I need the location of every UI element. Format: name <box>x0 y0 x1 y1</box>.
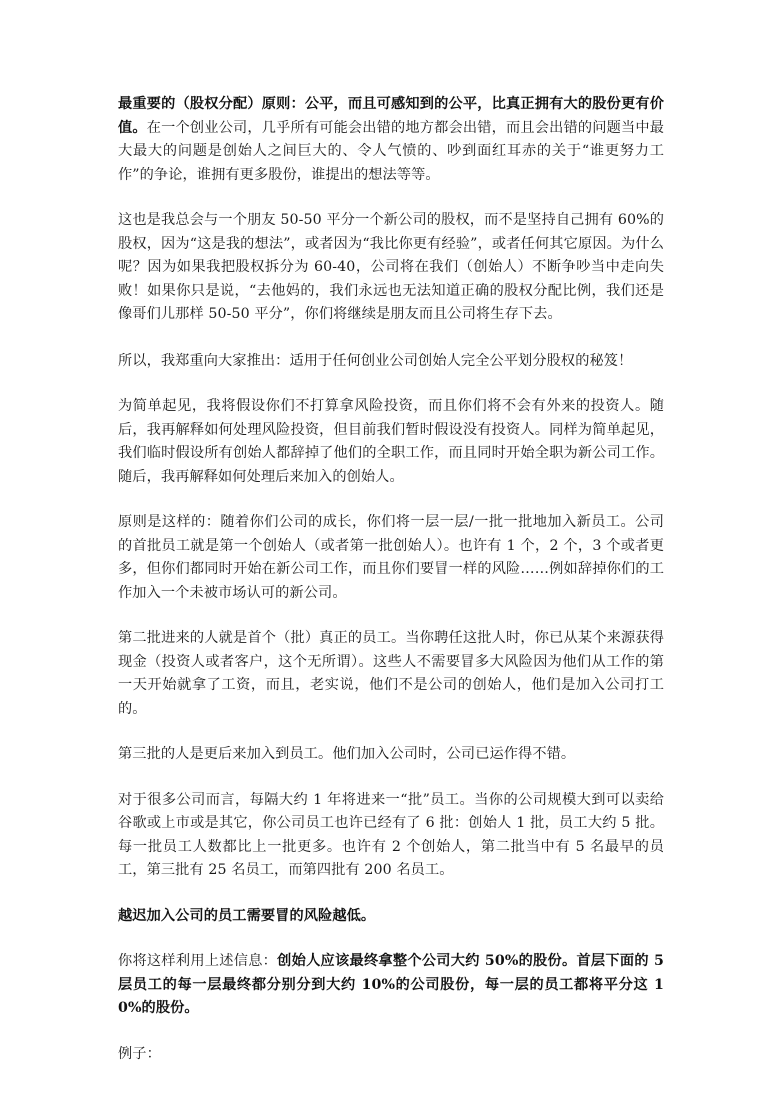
allocation-rule-text: 创始人应该最终拿整个公司大约 50%的股份。首层下面的 5 层员工的每一层最终都分别分到大约 10%的公司股份，每一层的员工都将平分这 10%的股份。 <box>118 953 664 1016</box>
assumptions-text: 为简单起见，我将假设你们不打算拿风险投资，而且你们将不会有外来的投资人。随后，我再解释如何处理风险投资，但目前我们暂时假设没有投资人。同样为简单起见，我们临时假设所有创始人都辞掉了他们的全职工作，而且同时开始全职为新公司工作。随后，我再解释如何处理后来加入的创始人。 <box>118 398 664 485</box>
document-body <box>118 93 664 1088</box>
example-label: 例子： <box>118 1045 161 1062</box>
third-layer-text: 第三批的人是更后来加入到员工。他们加入公司时，公司已运作得不错。 <box>118 746 576 762</box>
paragraph-assumptions <box>118 395 664 489</box>
paragraph-allocation-rule <box>118 950 664 1021</box>
principle-text: 在一个创业公司，几乎所有可能会出错的地方都会出错，而且会出错的问题当中最大最大的问题是创始人之间巨大的、令人气愤的、吵到面红耳赤的关于“谁更努力工作”的争论，谁拥有更多股份，谁提出的想法等等。 <box>118 119 664 183</box>
second-layer-text: 第二批进来的人就是首个（批）真正的员工。当你聘任这批人时，你已从某个来源获得现金（投资人或者客户，这个无所谓）。这些人不需要冒多大风险因为他们从工作的第一天开始就拿了工资，而且，老实说，他们不是公司的创始人，他们是加入公司打工的。 <box>118 630 664 717</box>
announcement-text: 所以，我郑重向大家推出：适用于任何创业公司创始人完全公平划分股权的秘笈！ <box>118 352 633 369</box>
paragraph-layers-principle <box>118 511 664 605</box>
paragraph-third-layer <box>118 743 664 767</box>
layer-count-text: 对于很多公司而言，每隔大约 1 年将进来一“批”员工。当你的公司规模大到可以卖给谷歌或上市或是其它，你公司员工也许已经有了 6 批：创始人 1 批，员工大约 5 批。每一批员工人数都比上一批更多。也许有 2 个创始人，第二批当中有 5 名最早的员工，第三批有 25 名员工，而第四批有 200 名员工。 <box>118 791 664 878</box>
paragraph-layer-count <box>118 789 664 883</box>
allocation-intro-text: 你将这样利用上述信息： <box>118 953 278 969</box>
paragraph-risk-statement <box>118 905 664 929</box>
paragraph-announcement <box>118 350 664 374</box>
layers-principle-text: 原则是这样的：随着你们公司的成长，你们将一层一层/一批一批地加入新员工。公司的首批员工就是第一个创始人（或者第一批创始人）。也许有 1 个，2 个，3 个或者更多，但你们都同时开始在新公司工作，而且你们要冒一样的风险……例如辞掉你们的工作加入一个未被市场认可的新公司。 <box>118 514 664 601</box>
paragraph-50-50-split <box>118 209 664 327</box>
paragraph-principle <box>118 93 664 187</box>
paragraph-second-layer <box>118 627 664 721</box>
principle-heading: 最重要的（股权分配）原则：公平，而且可感知到的公平，比真正拥有大的股份更有价值。 <box>118 96 664 136</box>
split-text: 这也是我总会与一个朋友 50-50 平分一个新公司的股权，而不是坚持自己拥有 60%的股权，因为“这是我的想法”，或者因为“我比你更有经验”，或者任何其它原因。为什么呢？因为如果我把股权拆分为 60-40，公司将在我们（创始人）不断争吵当中走向失败！如果你只是说，“去他妈的，我们永远也无法知道正确的股权分配比例，我们还是像哥们儿那样 50-50 平分”，你们将继续是朋友而且公司将生存下去。 <box>118 212 664 322</box>
risk-statement-text: 越迟加入公司的员工需要冒的风险越低。 <box>118 907 376 924</box>
paragraph-example <box>118 1043 664 1067</box>
